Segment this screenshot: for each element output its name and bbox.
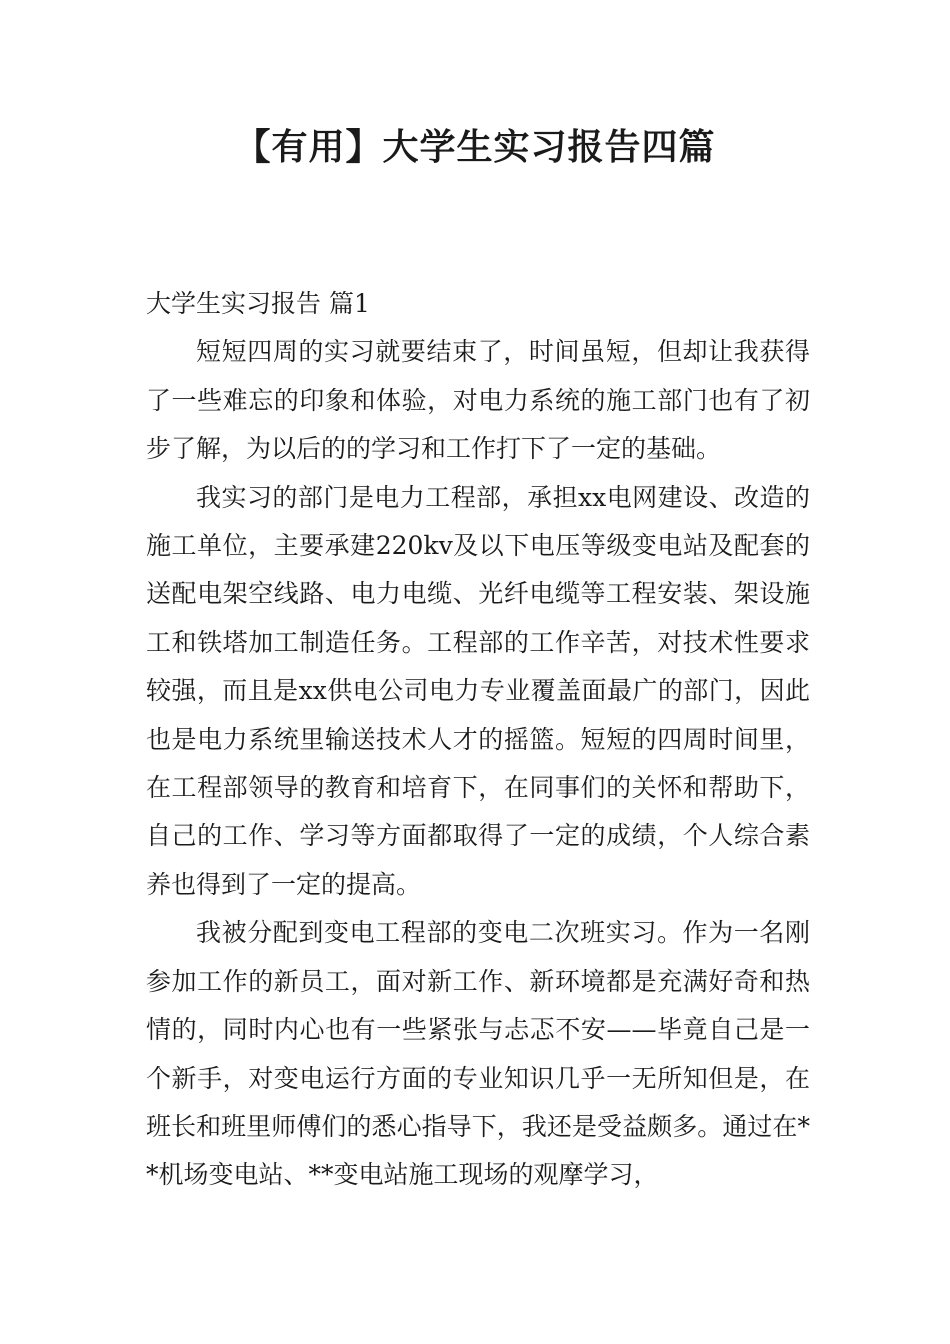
paragraph-2: 我实习的部门是电力工程部，承担xx电网建设、改造的施工单位，主要承建220kv及以下电压等级变电站及配套的送配电架空线路、电力电缆、光纤电缆等工程安装、架设施工和铁塔加工制造任务。工程部的工作辛苦，对技术性要求较强，而且是xx供电公司电力专业覆盖面最广的部门，因此也是电力系统里输送技术人才的摇篮。短短的四周时间里，在工程部领导的教育和培育下，在同事们的关怀和帮助下，自己的工作、学习等方面都取得了一定的成绩，个人综合素养也得到了一定的提高。: [146, 482, 810, 899]
paragraph-3: 我被分配到变电工程部的变电二次班实习。作为一名刚参加工作的新员工，面对新工作、新环境都是充满好奇和热情的，同时内心也有一些紧张与忐忑不安——毕竟自己是一个新手，对变电运行方面的专业知识几乎一无所知但是，在班长和班里师傅们的悉心指导下，我还是受益颇多。通过在**机场变电站、**变电站施工现场的观摩学习，: [146, 918, 810, 1190]
section-heading: 大学生实习报告 篇1: [146, 289, 370, 318]
document-body: [146, 280, 810, 1200]
paragraph-1: 短短四周的实习就要结束了，时间虽短，但却让我获得了一些难忘的印象和体验，对电力系统的施工部门也有了初步了解，为以后的的学习和工作打下了一定的基础。: [146, 337, 810, 464]
document-title: 【有用】大学生实习报告四篇: [234, 127, 716, 168]
